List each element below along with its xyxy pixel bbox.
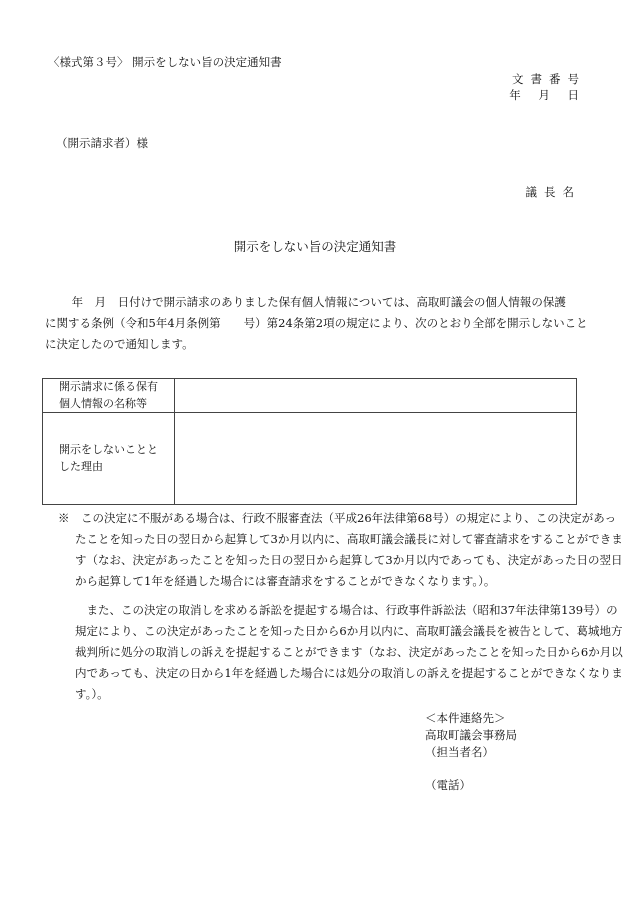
note-paragraph-1 [58,508,623,592]
table-label-line: 個人情報の名称等 [59,396,147,410]
note-line: 裁判所に処分の取消しの訴えを提起することができます（なお、決定があったことを知った日から6か月以 [75,645,623,659]
table-label-line: 開示請求に係る保有 [59,380,158,393]
note-line: す。）。 [75,687,109,701]
table-row [43,413,577,505]
body-paragraph [45,292,588,355]
table-label-line: 開示をしないことと [59,443,158,456]
note-line: から起算して1年を経過した場合には審査請求をすることができなくなります。）。 [75,574,496,588]
table-value-cell [175,413,577,505]
note-line: 内であっても、決定の日から1年を経過した場合には処分の取消しの訴えを提起することができなくなりま [75,666,623,680]
contact-person: （担当者名） [425,745,494,759]
body-line: に決定したので通知します。 [45,337,194,351]
info-table [42,378,577,505]
document-title: 開示をしない旨の決定通知書 [233,239,397,254]
body-line: 年 月 日付けで開示請求のありました保有個人情報については、高取町議会の個人情報の保護 [45,295,566,309]
date-label: 年 月 日 [509,88,586,102]
note-line: ※ この決定に不服がある場合は、行政不服審査法（平成26年法律第68号）の規定により、この決定があっ [58,511,617,525]
note-line: たことを知った日の翌日から起算して3か月以内に、高取町議会議長に対して審査請求をすることができま [75,532,623,546]
note-line: また、この決定の取消しを求める訴訟を提起する場合は、行政事件訴訟法（昭和37年法律第139号）の [75,603,618,617]
contact-office: 高取町議会事務局 [425,728,517,742]
table-label-cell [43,379,175,413]
note-line: 規定により、この決定があったことを知った日から6か月以内に、高取町議会議長を被告として、葛城地方 [75,624,623,638]
table-label-cell [43,413,175,505]
chair-name: 議長名 [525,185,581,199]
contact-heading: ＜本件連絡先＞ [425,711,506,725]
contact-phone: （電話） [425,778,471,792]
body-line: に関する条例（令和5年4月条例第 号）第24条第2項の規定により、次のとおり全部を開示しないこと [45,316,588,330]
addressee: （開示請求者）様 [56,136,148,150]
form-number: 〈様式第３号〉 開示をしない旨の決定通知書 [48,55,282,69]
table-value-cell [175,379,577,413]
note-paragraph-2 [75,600,623,705]
table-label-line: した理由 [59,459,103,473]
note-line: す（なお、決定があったことを知った日の翌日から起算して3か月以内であっても、決定があった日の翌日 [75,553,623,567]
document-number-label: 文書番号 [512,72,586,86]
table-row [43,379,577,413]
